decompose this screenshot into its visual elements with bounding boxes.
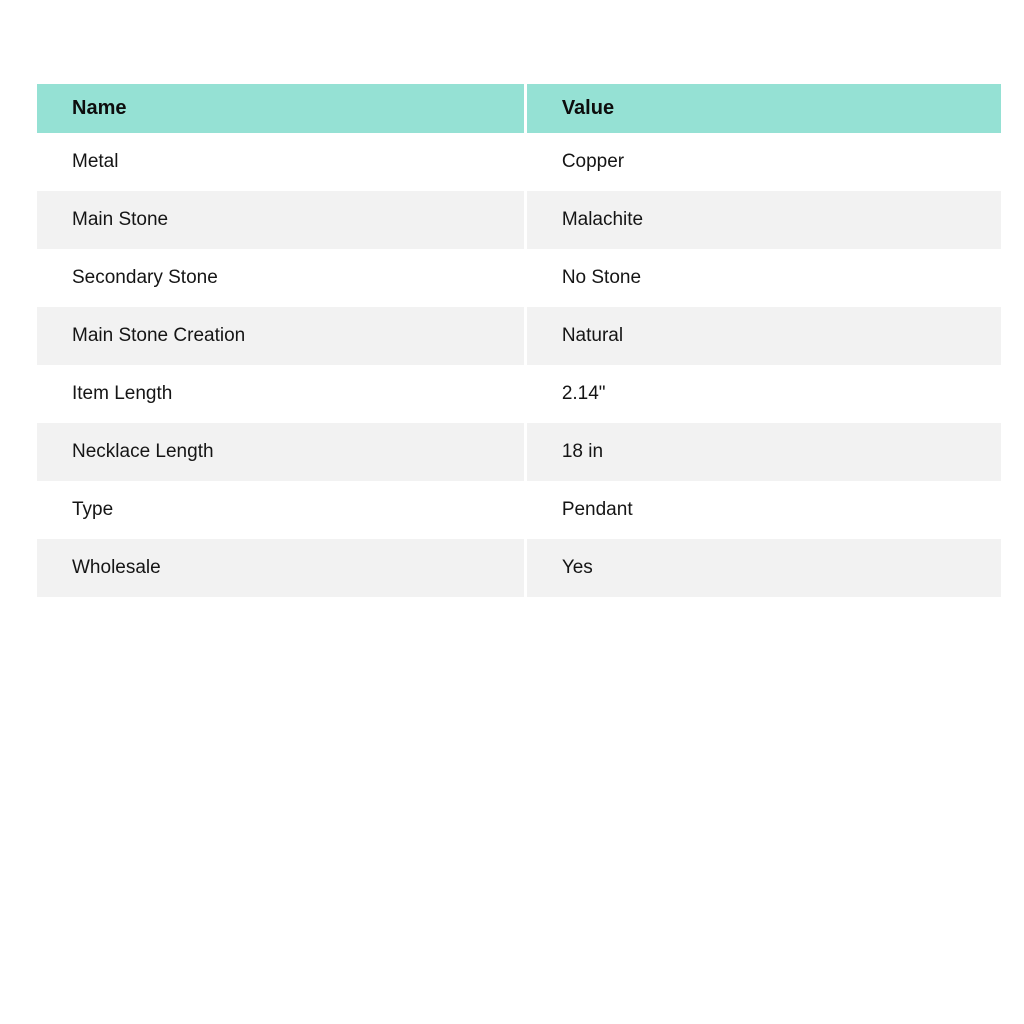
spec-value-cell: Copper: [524, 133, 1001, 191]
spec-name-cell: Type: [37, 481, 524, 539]
spec-value-cell: 2.14": [524, 365, 1001, 423]
spec-name-cell: Item Length: [37, 365, 524, 423]
spec-value-cell: Yes: [524, 539, 1001, 597]
table-row: [37, 133, 1001, 191]
spec-value-cell: Pendant: [524, 481, 1001, 539]
spec-name-cell: Main Stone Creation: [37, 307, 524, 365]
table-row: [37, 191, 1001, 249]
table-row: [37, 481, 1001, 539]
spec-name-cell: Metal: [37, 133, 524, 191]
product-specs-table: [37, 84, 1001, 597]
column-header-value: Value: [524, 84, 1001, 133]
spec-table-body: [37, 133, 1001, 597]
table-row: [37, 249, 1001, 307]
column-header-name: Name: [37, 84, 524, 133]
header-row: [37, 84, 1001, 133]
spec-name-cell: Necklace Length: [37, 423, 524, 481]
table-row: [37, 307, 1001, 365]
spec-name-cell: Secondary Stone: [37, 249, 524, 307]
spec-value-cell: No Stone: [524, 249, 1001, 307]
spec-value-cell: Malachite: [524, 191, 1001, 249]
spec-name-cell: Main Stone: [37, 191, 524, 249]
table-row: [37, 539, 1001, 597]
spec-name-cell: Wholesale: [37, 539, 524, 597]
spec-table-header: [37, 84, 1001, 133]
spec-value-cell: Natural: [524, 307, 1001, 365]
table-row: [37, 423, 1001, 481]
table-row: [37, 365, 1001, 423]
spec-value-cell: 18 in: [524, 423, 1001, 481]
